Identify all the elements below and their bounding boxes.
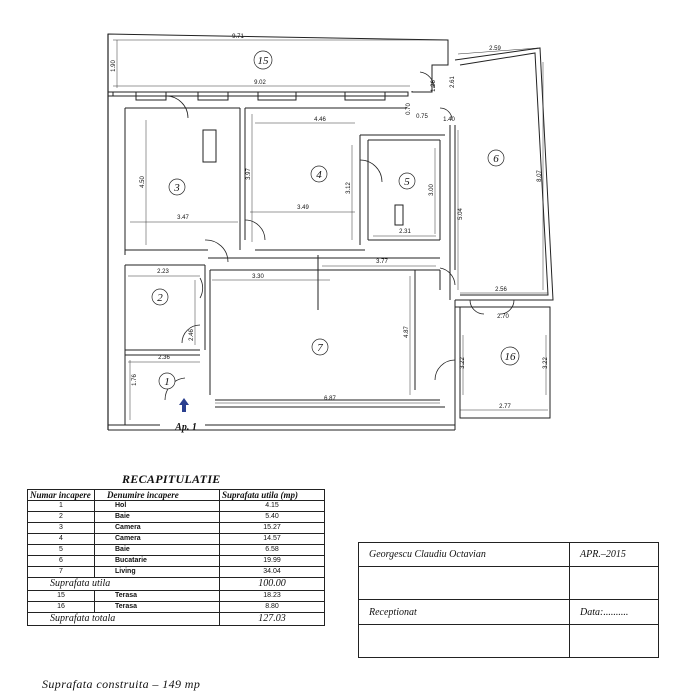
cell-area: 15.27 (220, 523, 325, 534)
dim-label: 9.71 (232, 34, 244, 40)
dim-label: 4.87 (404, 326, 410, 338)
dim-label: 4.50 (140, 176, 146, 188)
cell-area: 5.40 (220, 512, 325, 523)
room-numbers (157, 55, 516, 388)
room-label-4: 4 (316, 169, 322, 181)
outer-walls (108, 34, 553, 430)
entrance-arrow-icon (179, 398, 189, 412)
cell-number: 5 (28, 545, 95, 556)
dim-label: 0.70 (406, 103, 412, 115)
dimension-lines (113, 40, 548, 420)
cell-name: Baie (95, 512, 220, 523)
recap-title: RECAPITULATIE (122, 472, 221, 486)
dim-label: 3.22 (543, 357, 549, 369)
dim-label: 8.07 (537, 170, 543, 182)
cell-area: 14.57 (220, 534, 325, 545)
dim-label: 0.75 (416, 114, 428, 120)
dim-label: 1.90 (111, 60, 117, 72)
dim-label: 2.56 (495, 287, 507, 293)
dim-label: 2.46 (189, 329, 195, 341)
dim-label: 3.49 (297, 205, 309, 211)
total-area-label: Suprafata totala (28, 613, 220, 626)
cell-area: 6.58 (220, 545, 325, 556)
door-swings (165, 72, 514, 400)
dim-label: 3.22 (460, 357, 466, 369)
useful-area-row (28, 578, 325, 591)
room-label-7: 7 (317, 342, 323, 354)
table-row (28, 501, 325, 512)
recap-header-row (28, 490, 325, 501)
dim-label: 9.02 (254, 80, 266, 86)
dim-label: 4.46 (314, 117, 326, 123)
total-area-row (28, 613, 325, 626)
header-number: Numar incapere (28, 490, 95, 501)
cell-number: 3 (28, 523, 95, 534)
useful-area-value: 100.00 (220, 578, 325, 591)
dim-label: 3.77 (376, 259, 388, 265)
table-row (28, 512, 325, 523)
blank-cell (570, 625, 659, 658)
cell-name: Baie (95, 545, 220, 556)
table-row (28, 602, 325, 613)
room-label-2: 2 (157, 292, 163, 304)
total-area-value: 127.03 (220, 613, 325, 626)
received-label: Receptionat (359, 600, 570, 625)
cell-number: 16 (28, 602, 95, 613)
dim-label: 3.47 (177, 215, 189, 221)
cell-area: 8.80 (220, 602, 325, 613)
cell-name: Living (95, 567, 220, 578)
cell-number: 1 (28, 501, 95, 512)
cell-number: 15 (28, 591, 95, 602)
dim-label: 5.04 (458, 208, 464, 220)
table-row (28, 591, 325, 602)
dim-label: 2.31 (399, 229, 411, 235)
table-row (28, 567, 325, 578)
table-row (28, 545, 325, 556)
room-label-3: 3 (174, 182, 180, 194)
dim-label: 2.61 (450, 76, 456, 88)
room-label-1: 1 (164, 376, 170, 388)
cell-number: 4 (28, 534, 95, 545)
drawing-date: APR.–2015 (570, 543, 659, 567)
cell-name: Terasa (95, 591, 220, 602)
cell-name: Camera (95, 534, 220, 545)
dim-label: 1.26 (431, 80, 437, 92)
table-row (28, 534, 325, 545)
date-field-label: Data:.......... (570, 600, 659, 625)
dim-label: 2.77 (499, 404, 511, 410)
entrance-label: Ap. 1 (175, 422, 197, 433)
recap-table (27, 489, 325, 626)
cell-name: Terasa (95, 602, 220, 613)
dim-label: 2.36 (158, 355, 170, 361)
dim-label: 3.12 (346, 182, 352, 194)
blank-cell (359, 625, 570, 658)
cell-name: Hol (95, 501, 220, 512)
table-row (28, 556, 325, 567)
room-label-15: 15 (257, 55, 269, 67)
header-name: Denumire incapere (95, 490, 220, 501)
room-label-5: 5 (404, 176, 410, 188)
dim-label: 6.87 (324, 396, 336, 402)
cell-number: 6 (28, 556, 95, 567)
dim-label: 3.97 (246, 168, 252, 180)
dim-label: 3.00 (429, 184, 435, 196)
dim-label: 2.23 (157, 269, 169, 275)
dim-label: 1.40 (443, 117, 455, 123)
author-name: Georgescu Claudiu Octavian (359, 543, 570, 567)
cell-area: 19.99 (220, 556, 325, 567)
dim-label: 3.30 (252, 274, 264, 280)
blank-cell (359, 567, 570, 600)
cell-number: 7 (28, 567, 95, 578)
cell-name: Camera (95, 523, 220, 534)
dim-label: 1.76 (132, 374, 138, 386)
room-label-16: 16 (504, 351, 516, 363)
cell-number: 2 (28, 512, 95, 523)
blank-cell (570, 567, 659, 600)
built-area: Suprafata construita – 149 mp (42, 677, 201, 691)
dim-label: 2.59 (489, 46, 501, 52)
room-label-6: 6 (493, 153, 499, 165)
cell-area: 4.15 (220, 501, 325, 512)
table-row (28, 523, 325, 534)
title-block (358, 542, 659, 658)
windows (136, 92, 403, 225)
cell-name: Bucatarie (95, 556, 220, 567)
cell-area: 18.23 (220, 591, 325, 602)
dim-label: 2.70 (497, 314, 509, 320)
cell-area: 34.04 (220, 567, 325, 578)
useful-area-label: Suprafata utila (28, 578, 220, 591)
header-area: Suprafata utila (mp) (220, 490, 325, 501)
